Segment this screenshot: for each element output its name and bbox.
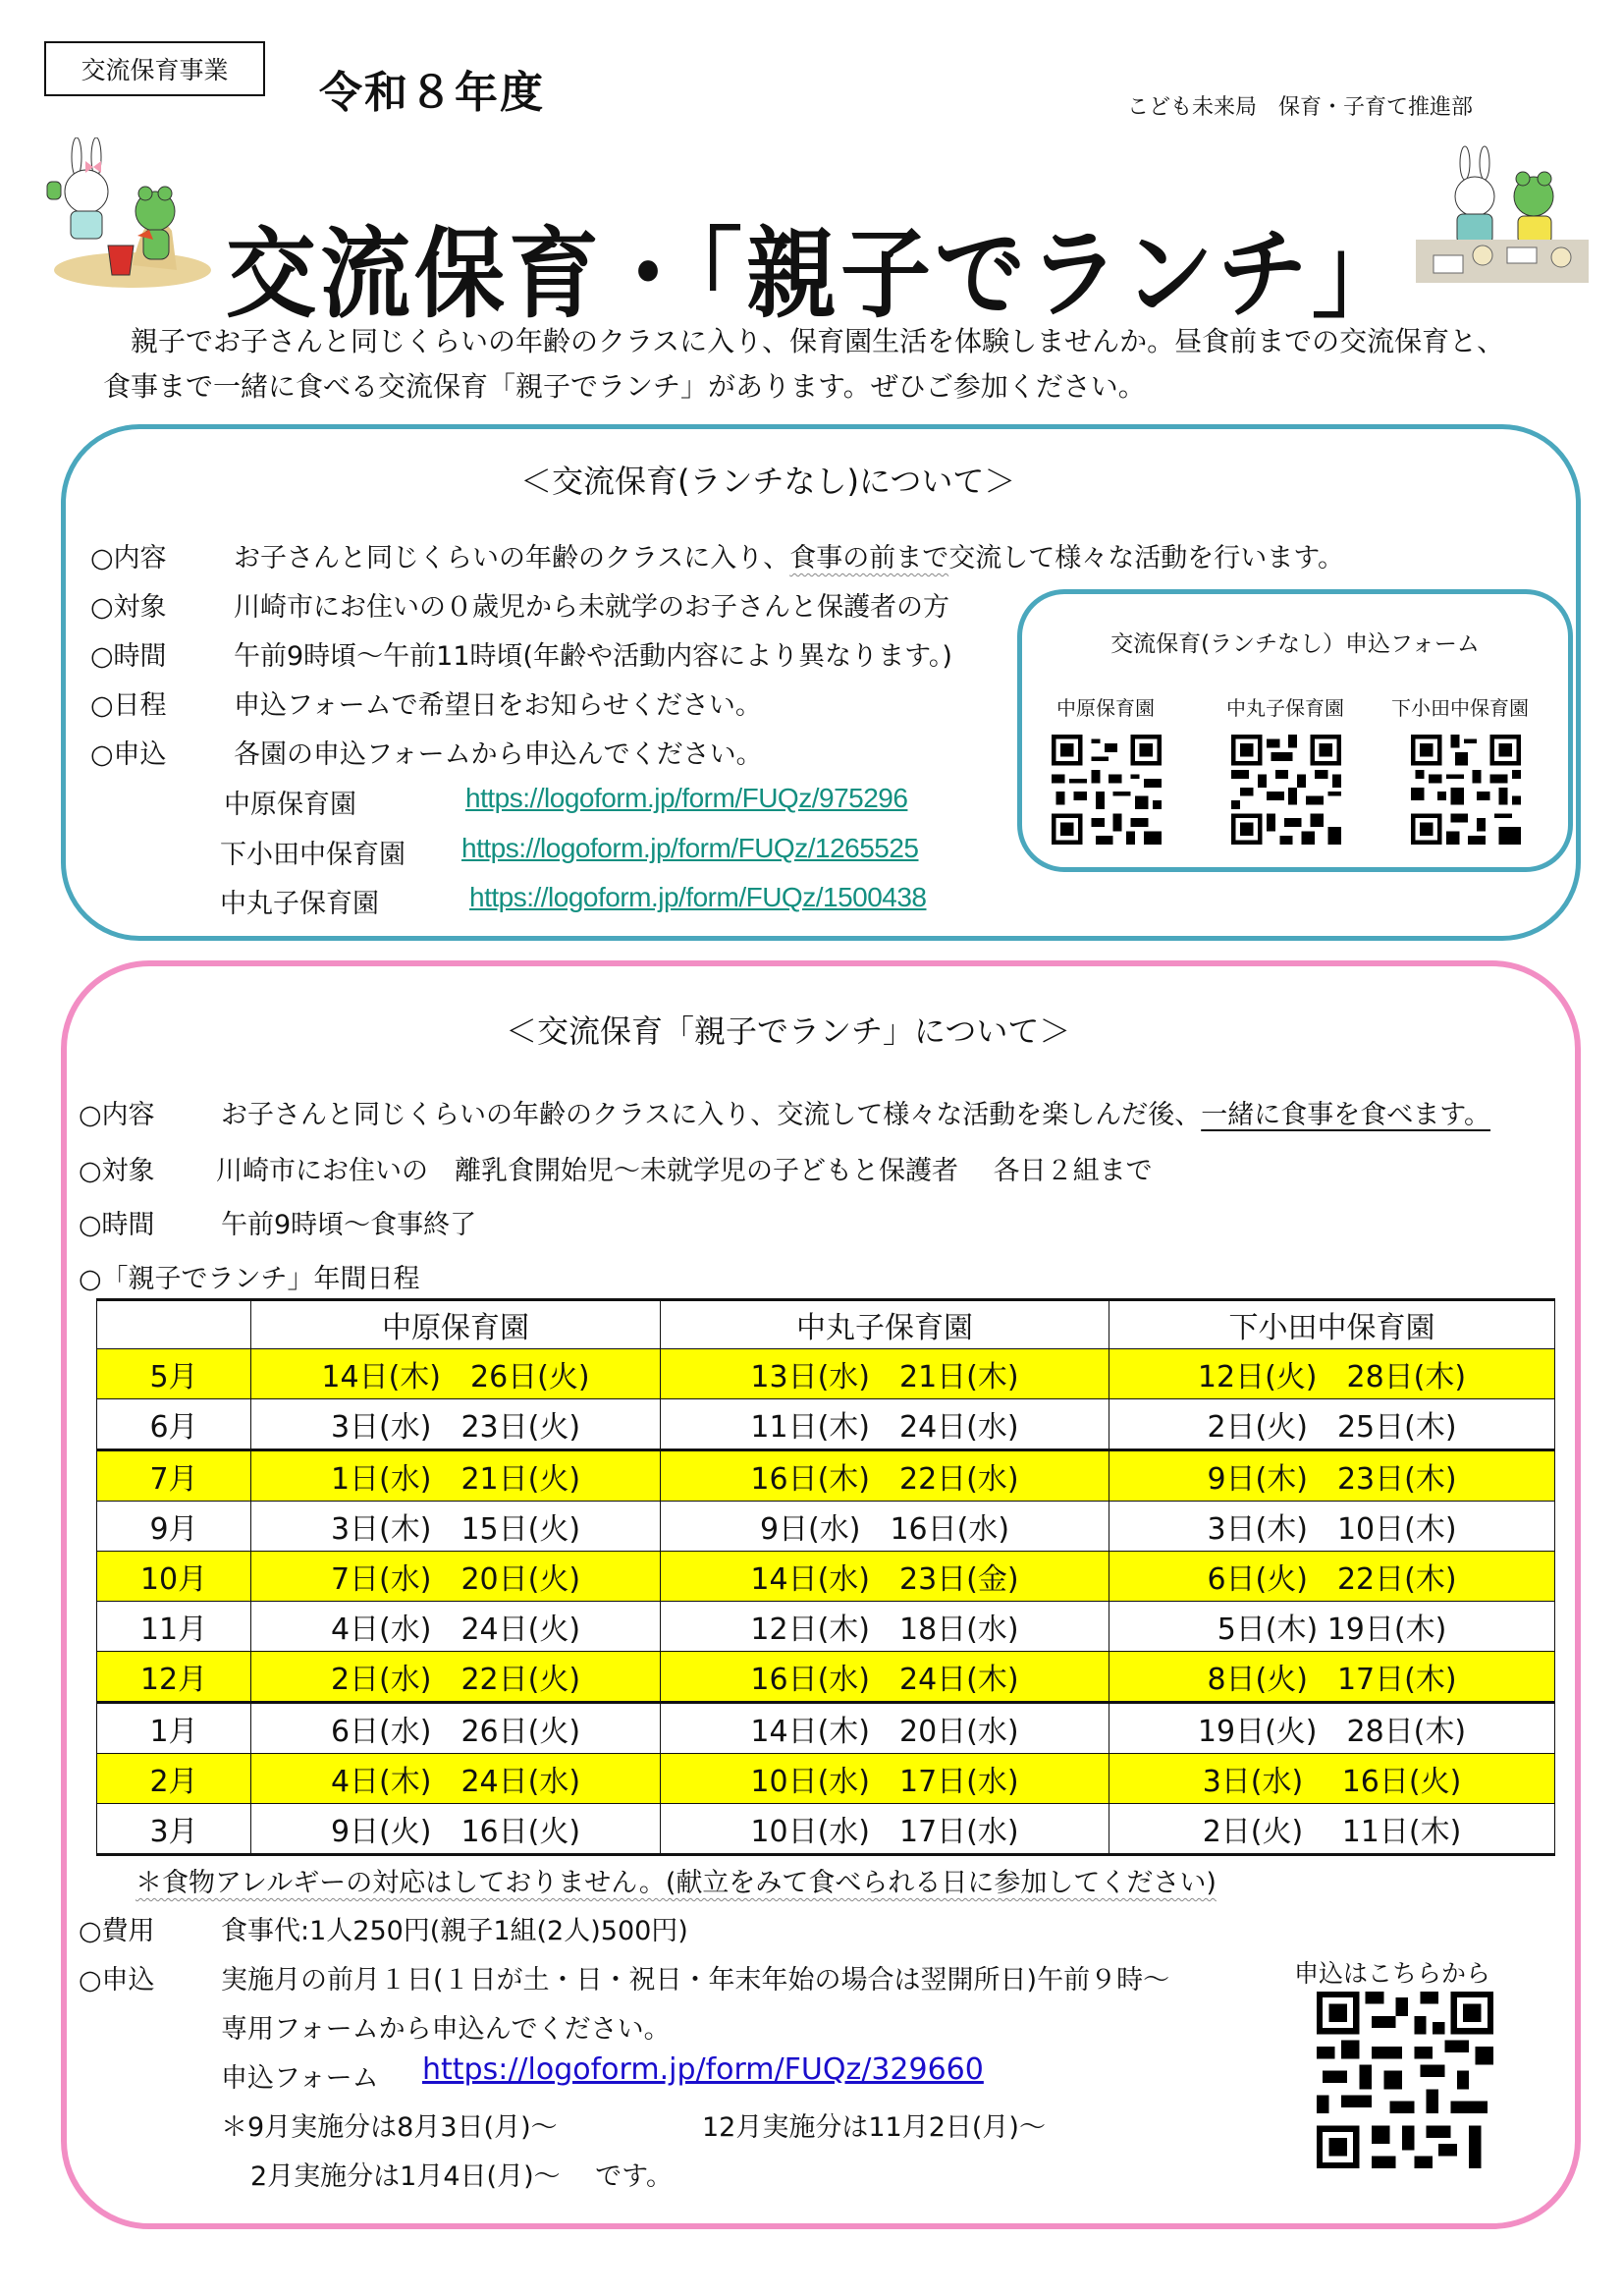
qr-caption: 申込はこちらから: [1294, 1959, 1491, 1988]
qr-label-nakamaruko: 中丸子保育園: [1226, 696, 1344, 720]
date-cell: 14日(木) 20日(水): [661, 1703, 1109, 1754]
no-lunch-time-label: ○時間: [90, 641, 167, 672]
page-title: 交流保育・「親子でランチ」: [226, 217, 1407, 332]
nakahara-form-link[interactable]: https://logoform.jp/form/FUQz/975296: [465, 783, 908, 813]
date-cell: 19日(火) 28日(木): [1109, 1703, 1555, 1754]
content-text-marked: 一緒に食事を食べます。: [1201, 1100, 1491, 1130]
intro-text: [103, 319, 1586, 410]
fee-label: ○費用: [79, 1916, 155, 1946]
no-lunch-schedule-label: ○日程: [90, 690, 167, 721]
lunch-target-label: ○対象: [79, 1156, 155, 1186]
rabbit-frog-sandbox-illustration: [39, 137, 211, 290]
month-cell: 6月: [97, 1399, 251, 1450]
department-name: こども未来局 保育・子育て推進部: [1127, 95, 1474, 120]
qr-code-icon[interactable]: [1411, 730, 1521, 849]
date-cell: 10日(水) 17日(水): [661, 1754, 1109, 1804]
lunch-content-label: ○内容: [79, 1100, 155, 1130]
month-cell: 12月: [97, 1652, 251, 1703]
no-lunch-schedule-text: 申込フォームで希望日をお知らせください。: [234, 690, 762, 721]
date-cell: 3日(水) 23日(火): [251, 1399, 661, 1450]
table-header-shimokodanaka: 下小田中保育園: [1109, 1300, 1555, 1349]
date-cell: 6日(火) 22日(木): [1109, 1552, 1555, 1602]
qr-code-icon[interactable]: [1052, 730, 1162, 849]
form-label: 申込フォーム: [221, 2063, 379, 2094]
content-text-after: 交流して様々な活動を行います。: [948, 543, 1345, 574]
month-cell: 2月: [97, 1754, 251, 1804]
month-cell: 9月: [97, 1502, 251, 1552]
date-cell: 9日(水) 16日(水): [661, 1502, 1109, 1552]
rabbit-frog-lunch-illustration: [1414, 145, 1591, 283]
date-cell: 9日(木) 23日(木): [1109, 1450, 1555, 1502]
date-cell: 8日(火) 17日(木): [1109, 1652, 1555, 1703]
date-cell: 7日(水) 20日(火): [251, 1552, 661, 1602]
date-cell: 4日(水) 24日(火): [251, 1602, 661, 1652]
month-cell: 3月: [97, 1804, 251, 1855]
program-tag-label: 交流保育事業: [81, 56, 229, 84]
date-cell: 5日(木) 19日(木): [1109, 1602, 1555, 1652]
fiscal-year: 令和８年度: [319, 68, 545, 118]
month-cell: 11月: [97, 1602, 251, 1652]
table-row: [97, 1502, 1555, 1552]
lunch-form-link[interactable]: https://logoform.jp/form/FUQz/329660: [422, 2052, 984, 2087]
content-text-marked: 食事の前まで: [789, 543, 949, 574]
table-row: [97, 1349, 1555, 1399]
qr-label-nakahara: 中原保育園: [1056, 696, 1155, 720]
shimokodanaka-label: 下小田中保育園: [220, 840, 406, 870]
date-cell: 13日(水) 21日(木): [661, 1349, 1109, 1399]
qr-panel-title: 交流保育(ランチなし）申込フォーム: [1110, 631, 1480, 657]
fee-text: 食事代:1人250円(親子1組(2人)500円): [221, 1916, 688, 1946]
open-date-note-sep: ＊9月実施分は8月3日(月)～: [221, 2112, 558, 2143]
date-cell: 12日(火) 28日(木): [1109, 1349, 1555, 1399]
month-cell: 1月: [97, 1703, 251, 1754]
apply-line-2: 専用フォームから申込んでください。: [221, 2014, 671, 2045]
date-cell: 2日(火) 25日(木): [1109, 1399, 1555, 1450]
lunch-time-text: 午前9時頃～食事終了: [221, 1210, 477, 1240]
date-cell: 11日(木) 24日(水): [661, 1399, 1109, 1450]
open-date-note-dec: 12月実施分は11月2日(月)～: [702, 2112, 1046, 2143]
content-text-before: お子さんと同じくらいの年齢のクラスに入り、: [234, 543, 790, 574]
no-lunch-apply-label: ○申込: [90, 739, 167, 770]
table-row: [97, 1602, 1555, 1652]
no-lunch-target-label: ○対象: [90, 592, 167, 623]
month-cell: 5月: [97, 1349, 251, 1399]
date-cell: 2日(水) 22日(火): [251, 1652, 661, 1703]
month-cell: 10月: [97, 1552, 251, 1602]
date-cell: 3日(木) 15日(火): [251, 1502, 661, 1552]
table-row: [97, 1754, 1555, 1804]
nakamaruko-form-link[interactable]: https://logoform.jp/form/FUQz/1500438: [469, 882, 927, 912]
date-cell: 16日(水) 24日(木): [661, 1652, 1109, 1703]
nakahara-label: 中原保育園: [224, 790, 356, 820]
lunch-content-text: [221, 1093, 1490, 1131]
intro-line-1: 親子でお子さんと同じくらいの年齢のクラスに入り、保育園生活を体験しませんか。昼食前までの交流保育と、: [103, 325, 1505, 357]
no-lunch-content-label: ○内容: [90, 543, 167, 574]
table-header-nakahara: 中原保育園: [251, 1300, 661, 1349]
table-header-blank: [97, 1300, 251, 1349]
schedule-label: ○「親子でランチ」年間日程: [79, 1264, 420, 1294]
no-lunch-time-text: 午前9時頃～午前11時頃(年齢や活動内容により異なります。): [234, 641, 952, 672]
qr-code-icon[interactable]: [1316, 1992, 1494, 2168]
no-lunch-target-text: 川崎市にお住いの０歳児から未就学のお子さんと保護者の方: [234, 592, 949, 623]
intro-line-2: 食事まで一緒に食べる交流保育「親子でランチ」があります。ぜひご参加ください。: [103, 370, 1146, 403]
nakamaruko-label: 中丸子保育園: [220, 889, 379, 919]
program-tag: [44, 41, 265, 96]
allergy-note: ＊食物アレルギーの対応はしておりません。(献立をみて食べられる日に参加してください): [135, 1868, 1217, 1898]
table-row: [97, 1804, 1555, 1855]
no-lunch-title: ＜交流保育(ランチなし)について＞: [520, 463, 1016, 500]
table-row: [97, 1450, 1555, 1502]
schedule-table: [96, 1298, 1555, 1856]
date-cell: 16日(木) 22日(水): [661, 1450, 1109, 1502]
month-cell: 7月: [97, 1450, 251, 1502]
date-cell: 14日(木) 26日(火): [251, 1349, 661, 1399]
date-cell: 10日(水) 17日(水): [661, 1804, 1109, 1855]
lunch-target-text: 川崎市にお住いの 離乳食開始児～未就学児の子どもと保護者 各日２組まで: [216, 1156, 1153, 1186]
apply-label: ○申込: [79, 1965, 155, 1995]
date-cell: 3日(水) 16日(火): [1109, 1754, 1555, 1804]
date-cell: 2日(火) 11日(木): [1109, 1804, 1555, 1855]
no-lunch-qr-panel: [1017, 589, 1573, 872]
lunch-title: ＜交流保育「親子でランチ」について＞: [506, 1012, 1071, 1050]
date-cell: 9日(火) 16日(火): [251, 1804, 661, 1855]
date-cell: 1日(水) 21日(火): [251, 1450, 661, 1502]
qr-label-shimokodanaka: 下小田中保育園: [1391, 696, 1529, 720]
no-lunch-content-text: [234, 536, 1344, 574]
table-row: [97, 1703, 1555, 1754]
table-header-nakamaruko: 中丸子保育園: [661, 1300, 1109, 1349]
date-cell: 3日(木) 10日(木): [1109, 1502, 1555, 1552]
date-cell: 12日(木) 18日(水): [661, 1602, 1109, 1652]
content-text-before: お子さんと同じくらいの年齢のクラスに入り、交流して様々な活動を楽しんだ後、: [221, 1100, 1202, 1130]
table-row: [97, 1652, 1555, 1703]
table-header-row: [97, 1300, 1555, 1349]
table-row: [97, 1399, 1555, 1450]
shimokodanaka-form-link[interactable]: https://logoform.jp/form/FUQz/1265525: [461, 833, 919, 863]
no-lunch-apply-text: 各園の申込フォームから申込んでください。: [234, 739, 763, 770]
date-cell: 4日(木) 24日(水): [251, 1754, 661, 1804]
apply-line-1: 実施月の前月１日(１日が土・日・祝日・年末年始の場合は翌開所日)午前９時～: [221, 1965, 1170, 1995]
qr-code-icon[interactable]: [1231, 730, 1341, 849]
lunch-time-label: ○時間: [79, 1210, 155, 1240]
table-row: [97, 1552, 1555, 1602]
date-cell: 6日(水) 26日(火): [251, 1703, 661, 1754]
open-date-note-feb: 2月実施分は1月4日(月)～ です。: [250, 2161, 674, 2192]
date-cell: 14日(水) 23日(金): [661, 1552, 1109, 1602]
